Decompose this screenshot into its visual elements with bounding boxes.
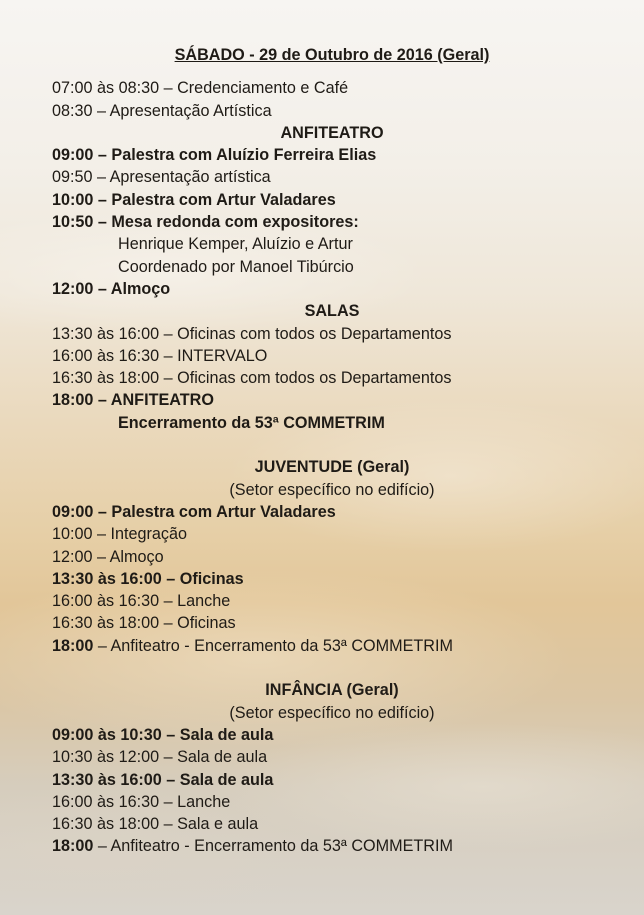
schedule-line: 07:00 às 08:30 – Credenciamento e Café xyxy=(52,79,349,98)
schedule-time: 18:00 xyxy=(52,636,94,655)
schedule-text: – Anfiteatro - Encerramento da 53ª COMMETRIM xyxy=(93,837,453,856)
schedule-subline: Encerramento da 53ª COMMETRIM xyxy=(118,413,385,432)
schedule-line: 13:30 às 16:00 – Oficinas com todos os Departamentos xyxy=(52,324,452,343)
section-heading-anfiteatro: ANFITEATRO xyxy=(280,123,384,142)
schedule-line: 16:30 às 18:00 – Oficinas com todos os Departamentos xyxy=(52,369,452,388)
schedule-subline: Coordenado por Manoel Tibúrcio xyxy=(118,257,354,276)
schedule-time: 18:00 xyxy=(52,837,94,856)
schedule-line: 09:00 às 10:30 – Sala de aula xyxy=(52,725,274,744)
schedule-line: 13:30 às 16:00 – Sala de aula xyxy=(52,770,274,789)
schedule-line: 12:00 – Almoço xyxy=(52,547,164,566)
schedule-line: 10:30 às 12:00 – Sala de aula xyxy=(52,748,268,767)
schedule-line: 10:00 – Palestra com Artur Valadares xyxy=(52,190,336,209)
spacer xyxy=(52,66,612,77)
spacer xyxy=(52,657,612,679)
juventude-section xyxy=(52,456,612,657)
general-section xyxy=(52,77,612,434)
page-title: SÁBADO - 29 de Outubro de 2016 (Geral) xyxy=(174,46,490,64)
schedule-line: 16:30 às 18:00 – Oficinas xyxy=(52,614,236,633)
schedule-line: 10:00 – Integração xyxy=(52,525,188,544)
schedule-line: 09:50 – Apresentação artística xyxy=(52,168,271,187)
schedule-line xyxy=(52,635,612,657)
schedule-line: 16:30 às 18:00 – Sala e aula xyxy=(52,815,259,834)
schedule-line: 16:00 às 16:30 – Lanche xyxy=(52,592,231,611)
schedule-document xyxy=(52,44,612,858)
schedule-line: 16:00 às 16:30 – Lanche xyxy=(52,792,231,811)
schedule-line: 16:00 às 16:30 – INTERVALO xyxy=(52,346,268,365)
section-heading-infancia: INFÂNCIA (Geral) xyxy=(265,681,399,700)
schedule-line: 12:00 – Almoço xyxy=(52,279,171,298)
infancia-section xyxy=(52,679,612,857)
schedule-line: 18:00 – ANFITEATRO xyxy=(52,391,214,410)
schedule-line: 09:00 – Palestra com Aluízio Ferreira Elias xyxy=(52,146,377,165)
schedule-line: 09:00 – Palestra com Artur Valadares xyxy=(52,502,336,521)
section-heading-salas: SALAS xyxy=(304,302,360,321)
schedule-subline: Henrique Kemper, Aluízio e Artur xyxy=(118,235,353,254)
schedule-line: 10:50 – Mesa redonda com expositores: xyxy=(52,213,359,232)
schedule-line: 13:30 às 16:00 – Oficinas xyxy=(52,569,244,588)
section-heading-juventude: JUVENTUDE (Geral) xyxy=(254,458,410,477)
schedule-line xyxy=(52,835,612,857)
spacer xyxy=(52,434,612,456)
section-subheading: (Setor específico no edifício) xyxy=(229,703,435,722)
schedule-line: 08:30 – Apresentação Artística xyxy=(52,101,272,120)
schedule-text: – Anfiteatro - Encerramento da 53ª COMMETRIM xyxy=(93,636,453,655)
section-subheading: (Setor específico no edifício) xyxy=(229,480,435,499)
